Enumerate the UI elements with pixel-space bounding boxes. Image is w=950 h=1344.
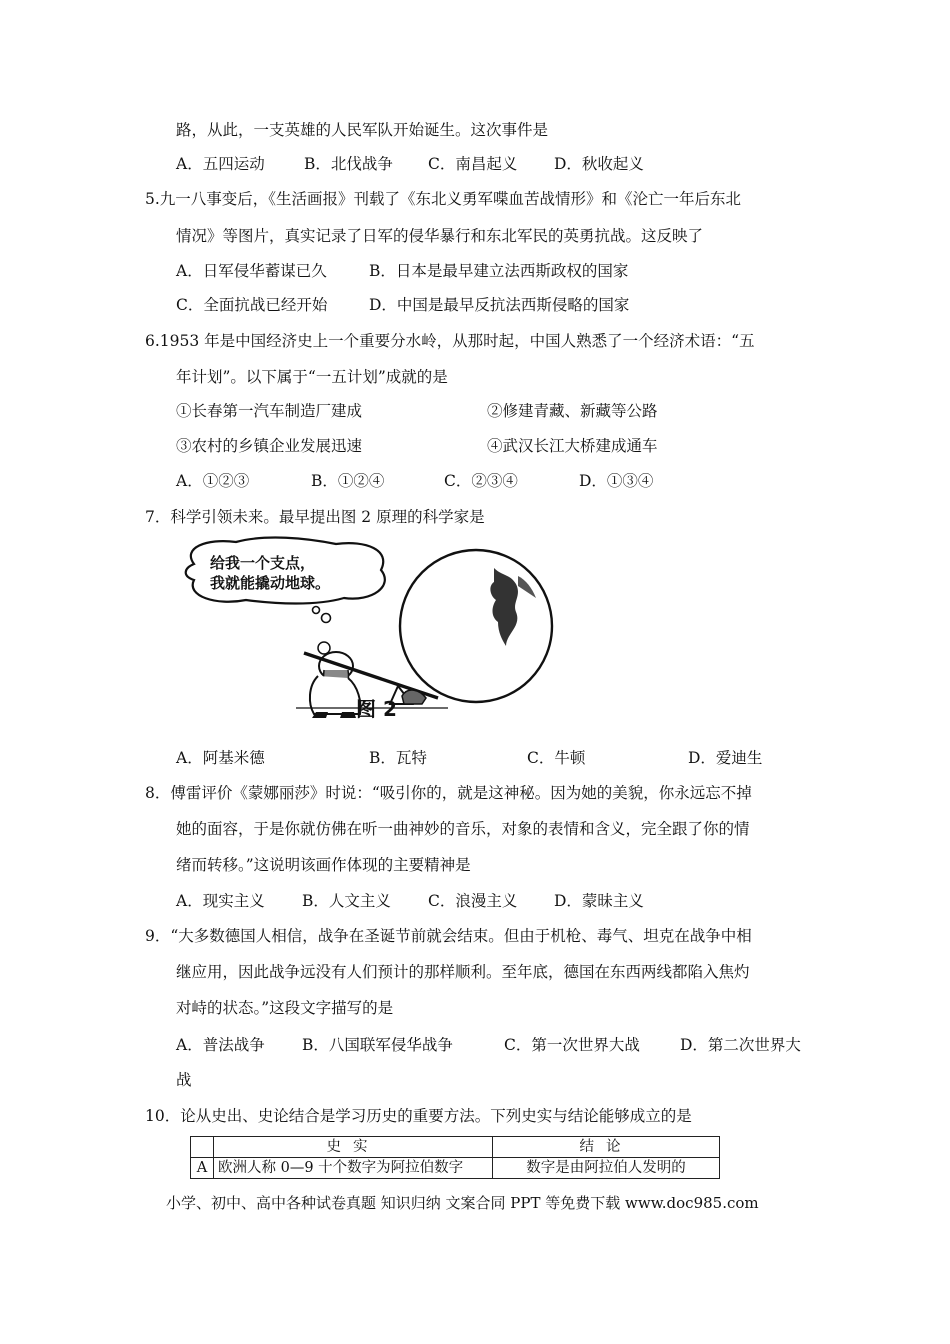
q6-item-4: ④武汉长江大桥建成通车 [487,437,658,455]
q8-stem-line1: 8．傅雷评价《蒙娜丽莎》时说：“吸引你的，就是这神秘。因为她的美貌，你永远忘不掉 [145,784,752,802]
q4-stem-cont: 路，从此，一支英雄的人民军队开始诞生。这次事件是 [176,121,549,139]
bubble-text-line1: 给我一个支点， [210,554,316,572]
bubble-dot [313,607,320,614]
bubble-text-line2: 我就能撬动地球。 [210,574,331,592]
table-header-cell [191,1137,214,1158]
q6-option-d: D．①③④ [579,472,654,490]
table-header-row [191,1137,720,1158]
q6-stem-line2: 年计划”。以下属于“一五计划”成就的是 [176,368,448,386]
page-footer: 小学、初中、高中各种试卷真题 知识归纳 文案合同 PPT 等免费下载 www.doc985.com [166,1194,759,1212]
table-cell: A [191,1158,214,1179]
q7-option-b: B．瓦特 [369,749,427,767]
q6-item-3: ③农村的乡镇企业发展迅速 [176,437,363,455]
q4-option-d: D．秋收起义 [554,155,644,173]
q9-stem-line3: 对峙的状态。”这段文字描写的是 [176,999,394,1017]
q9-option-c: C．第一次世界大战 [504,1036,640,1054]
table-header-cell: 史实 [214,1137,493,1158]
q6-option-c: C．②③④ [444,472,518,490]
q7-option-a: A．阿基米德 [176,749,265,767]
q6-item-2: ②修建青藏、新藏等公路 [487,402,658,420]
q7-stem-line1: 7．科学引领未来。最早提出图 2 原理的科学家是 [145,508,485,526]
q5-option-d: D．中国是最早反抗法西斯侵略的国家 [369,296,630,314]
figure-hat [318,642,330,654]
q9-option-a: A．普法战争 [176,1036,265,1054]
q9-stem-line2: 继应用，因此战争远没有人们预计的那样顺利。至年底，德国在东西两线都陷入焦灼 [176,963,750,981]
figure-2-archimedes-lever [176,536,556,720]
q7-option-d: D．爱迪生 [688,749,763,767]
q4-option-a: A．五四运动 [176,155,265,173]
bubble-dot [322,614,331,623]
q5-stem-line2: 情况》等图片，真实记录了日军的侵华暴行和东北军民的英勇抗战。这反映了 [176,227,704,245]
q8-option-c: C．浪漫主义 [428,892,518,910]
q8-stem-line2: 她的面容，于是你就仿佛在听一曲神妙的音乐，对象的表情和含义，完全跟了你的情 [176,820,750,838]
q6-item-1: ①长春第一汽车制造厂建成 [176,402,363,420]
q8-stem-line3: 绪而转移。”这说明该画作体现的主要精神是 [176,856,471,874]
table-cell: 数字是由阿拉伯人发明的 [493,1158,720,1179]
q9-option-b: B．八国联军侵华战争 [302,1036,453,1054]
q9-stem-line1: 9．“大多数德国人相信，战争在圣诞节前就会结束。但由于机枪、毒气、坦克在战争中相 [145,927,752,945]
q5-stem-line1: 5.九一八事变后，《生活画报》刊载了《东北义勇军喋血苦战情形》和《沦亡一年后东北 [145,190,742,208]
q4-option-b: B．北伐战争 [304,155,393,173]
q6-option-b: B．①②④ [311,472,385,490]
q9-option-d-wrap: 战 [176,1071,192,1089]
figure-2-caption: 图 2 [356,697,397,721]
q4-option-c: C．南昌起义 [428,155,518,173]
q5-option-a: A．日军侵华蓄谋已久 [176,262,327,280]
q10-table [190,1136,720,1179]
table-row [191,1158,720,1179]
earth-globe [400,550,552,702]
table-cell: 欧洲人称 0—9 十个数字为阿拉伯数字 [214,1158,493,1179]
q9-option-d: D．第二次世界大 [680,1036,801,1054]
q7-option-c: C．牛顿 [527,749,586,767]
q8-option-b: B．人文主义 [302,892,391,910]
q6-stem-line1: 6.1953 年是中国经济史上一个重要分水岭，从那时起，中国人熟悉了一个经济术语：“五 [145,332,755,350]
table-header-cell: 结论 [493,1137,720,1158]
q8-option-d: D．蒙昧主义 [554,892,644,910]
q10-stem-line1: 10．论从史出、史论结合是学习历史的重要方法。下列史实与结论能够成立的是 [145,1107,692,1125]
q5-option-b: B．日本是最早建立法西斯政权的国家 [369,262,629,280]
q5-option-c: C．全面抗战已经开始 [176,296,328,314]
q6-option-a: A．①②③ [176,472,250,490]
q8-option-a: A．现实主义 [176,892,265,910]
